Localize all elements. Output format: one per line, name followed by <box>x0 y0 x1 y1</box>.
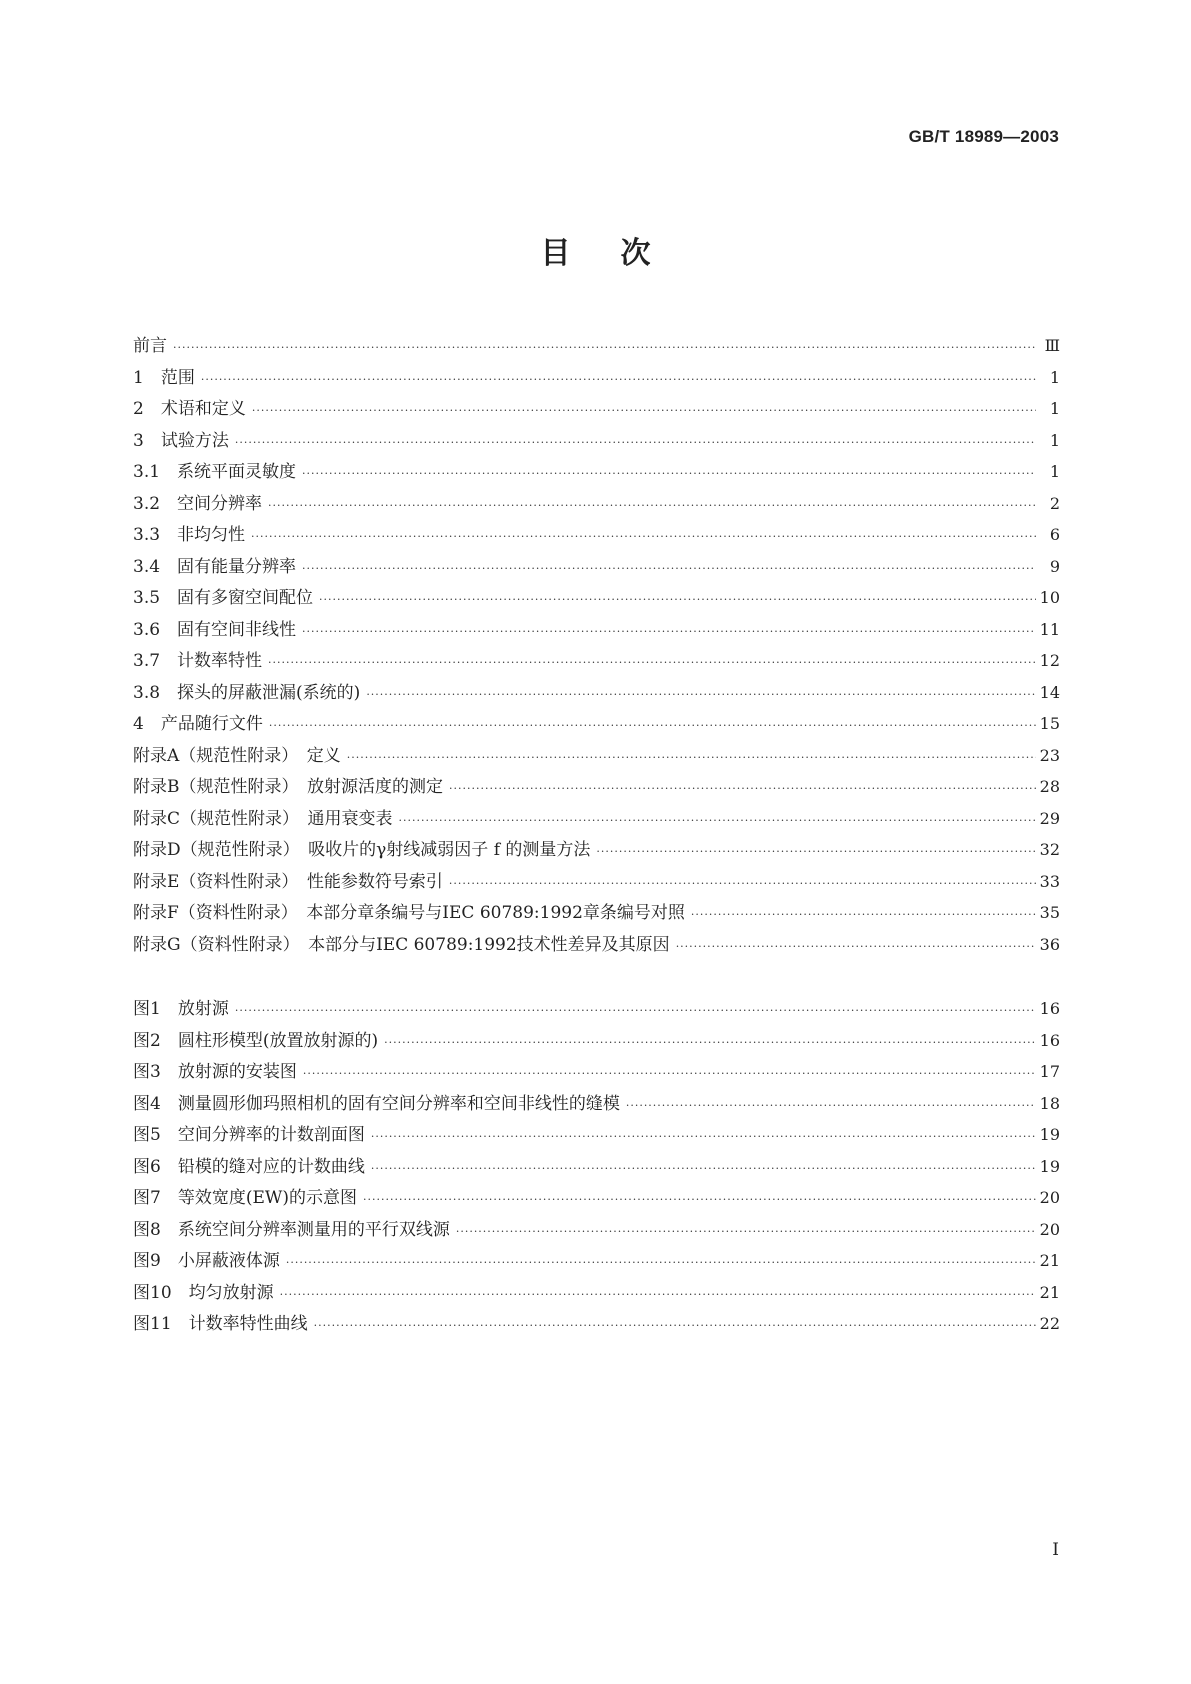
figure-entry[interactable] <box>133 1278 1060 1310</box>
toc-entry-page: 35 <box>1039 903 1060 922</box>
dot-leader <box>347 751 1036 764</box>
toc-entry[interactable] <box>133 741 1060 773</box>
figure-entry-label: 图8 系统空间分辨率测量用的平行双线源 <box>133 1219 450 1240</box>
figure-entry-label: 图6 铅模的缝对应的计数曲线 <box>133 1156 365 1177</box>
dot-leader <box>363 1193 1036 1206</box>
toc-entry-page: 14 <box>1039 682 1060 702</box>
dot-leader <box>303 1067 1036 1080</box>
toc-entry-label: 3.2 空间分辨率 <box>133 493 263 514</box>
toc-entry-label: 3.4 固有能量分辨率 <box>133 556 297 577</box>
list-of-figures <box>133 994 1060 1341</box>
dot-leader <box>286 1256 1036 1269</box>
toc-entry-label: 附录D（规范性附录） 吸收片的γ射线减弱因子 f 的测量方法 <box>133 840 591 860</box>
dot-leader <box>456 1225 1036 1238</box>
toc-entry-page: 1 <box>1049 430 1060 450</box>
figure-entry[interactable] <box>133 1026 1060 1058</box>
toc-entry[interactable] <box>133 520 1060 552</box>
toc-entry-page: 36 <box>1039 934 1060 954</box>
dot-leader <box>268 656 1036 669</box>
figure-entry-label: 图1 放射源 <box>133 999 229 1019</box>
toc-entry[interactable] <box>133 930 1060 962</box>
toc-entry-page: 29 <box>1039 808 1060 828</box>
figure-entry-page: 17 <box>1039 1062 1060 1081</box>
toc-entry-label: 3.8 探头的屏蔽泄漏(系统的) <box>133 682 361 703</box>
toc-entry[interactable] <box>133 646 1060 678</box>
figure-entry[interactable] <box>133 1152 1060 1184</box>
toc-entry-page: 11 <box>1039 619 1060 639</box>
toc-entry-page: 1 <box>1049 367 1060 387</box>
dot-leader <box>269 719 1036 732</box>
dot-leader <box>235 1004 1036 1017</box>
dot-leader <box>399 814 1036 827</box>
figure-entry[interactable] <box>133 1089 1060 1121</box>
dot-leader <box>252 404 1036 417</box>
toc-entry-label: 前言 <box>133 336 167 356</box>
dot-leader <box>319 593 1036 606</box>
figure-entry-page: 21 <box>1039 1251 1060 1270</box>
dot-leader <box>314 1319 1036 1332</box>
figure-entry-page: 16 <box>1039 1030 1060 1050</box>
toc-entry[interactable] <box>133 583 1060 615</box>
dot-leader <box>676 940 1036 953</box>
toc-entry-label: 2 术语和定义 <box>133 399 246 419</box>
figure-entry-page: 20 <box>1039 1188 1060 1207</box>
toc-entry[interactable] <box>133 457 1060 489</box>
toc-entry-page: 23 <box>1039 745 1060 765</box>
toc-entry-label: 3.1 系统平面灵敏度 <box>133 462 297 482</box>
toc-entry[interactable] <box>133 835 1060 867</box>
standard-code: GB/T 18989—2003 <box>908 127 1059 146</box>
toc-entry-label: 4 产品随行文件 <box>133 714 263 734</box>
dot-leader <box>201 373 1036 386</box>
dot-leader <box>596 845 1035 858</box>
toc-entry[interactable] <box>133 394 1060 426</box>
figure-entry-page: 16 <box>1039 999 1060 1018</box>
toc-entry[interactable] <box>133 804 1060 836</box>
toc-entry-label: 3.6 固有空间非线性 <box>133 619 297 640</box>
figure-entry-label: 图4 测量圆形伽玛照相机的固有空间分辨率和空间非线性的缝模 <box>133 1093 620 1114</box>
toc-entry-page: 9 <box>1049 556 1060 576</box>
toc-entry-page: 10 <box>1039 588 1060 607</box>
dot-leader <box>371 1162 1036 1175</box>
toc-entry[interactable] <box>133 331 1060 363</box>
figure-entry[interactable] <box>133 1183 1060 1215</box>
toc-entry-page: 6 <box>1049 525 1060 544</box>
figure-entry-label: 图2 圆柱形模型(放置放射源的) <box>133 1030 379 1051</box>
toc-entry[interactable] <box>133 772 1060 804</box>
page-title: 目次 <box>540 236 701 271</box>
figure-entry-label: 图10 均匀放射源 <box>133 1282 274 1303</box>
toc-entry-page: 2 <box>1049 493 1060 513</box>
toc-entry[interactable] <box>133 898 1060 930</box>
toc-entry[interactable] <box>133 678 1060 710</box>
dot-leader <box>235 436 1036 449</box>
toc-entry-label: 3.7 计数率特性 <box>133 651 263 671</box>
figure-entry-label: 图5 空间分辨率的计数剖面图 <box>133 1125 365 1145</box>
figure-entry-page: 20 <box>1039 1219 1060 1239</box>
dot-leader <box>691 908 1036 921</box>
toc-entry-page: Ⅲ <box>1044 336 1060 355</box>
dot-leader <box>251 530 1036 543</box>
dot-leader <box>302 467 1036 480</box>
dot-leader <box>449 877 1036 890</box>
figure-entry-label: 图3 放射源的安装图 <box>133 1062 297 1082</box>
toc-entry-page: 28 <box>1039 777 1060 796</box>
toc-entry-label: 附录F（资料性附录） 本部分章条编号与IEC 60789:1992章条编号对照 <box>133 903 685 923</box>
figure-entry[interactable] <box>133 1309 1060 1341</box>
dot-leader <box>449 782 1036 795</box>
toc-entry-page: 12 <box>1039 651 1060 670</box>
figure-entry[interactable] <box>133 1120 1060 1152</box>
figure-entry-page: 18 <box>1039 1093 1060 1113</box>
toc-entry[interactable] <box>133 615 1060 647</box>
figure-entry[interactable] <box>133 1057 1060 1089</box>
toc-entry-page: 1 <box>1049 399 1060 418</box>
toc-entry[interactable] <box>133 363 1060 395</box>
figure-entry[interactable] <box>133 1246 1060 1278</box>
dot-leader <box>366 688 1035 701</box>
toc-entry-label: 附录C（规范性附录） 通用衰变表 <box>133 808 393 829</box>
toc-entry[interactable] <box>133 552 1060 584</box>
toc-entry-page: 15 <box>1039 714 1060 733</box>
toc-entry-label: 附录E（资料性附录） 性能参数符号索引 <box>133 871 443 892</box>
figure-entry[interactable] <box>133 994 1060 1026</box>
dot-leader <box>173 341 1036 354</box>
toc-entry-label: 3 试验方法 <box>133 430 229 451</box>
toc-entry-label: 附录A（规范性附录） 定义 <box>133 745 341 766</box>
dot-leader <box>280 1288 1036 1301</box>
toc-entry-label: 3.5 固有多窗空间配位 <box>133 588 314 608</box>
figure-entry-label: 图11 计数率特性曲线 <box>133 1314 308 1334</box>
figure-entry[interactable] <box>133 1215 1060 1247</box>
footer-page-number: I <box>1052 1540 1059 1560</box>
toc-entry-label: 附录B（规范性附录） 放射源活度的测定 <box>133 777 443 797</box>
toc-entry-page: 32 <box>1039 840 1060 859</box>
toc-entry-label: 1 范围 <box>133 367 195 388</box>
figure-entry-label: 图9 小屏蔽液体源 <box>133 1251 280 1271</box>
dot-leader <box>268 499 1036 512</box>
dot-leader <box>384 1036 1036 1049</box>
figure-entry-label: 图7 等效宽度(EW)的示意图 <box>133 1188 357 1208</box>
toc-entry-page: 1 <box>1049 462 1060 481</box>
dot-leader <box>302 625 1036 638</box>
toc-entry-label: 附录G（资料性附录） 本部分与IEC 60789:1992技术性差异及其原因 <box>133 934 670 955</box>
toc-entry-label: 3.3 非均匀性 <box>133 525 246 545</box>
figure-entry-page: 22 <box>1039 1314 1060 1333</box>
figure-entry-page: 19 <box>1039 1125 1060 1144</box>
toc-entry[interactable] <box>133 426 1060 458</box>
table-of-contents <box>133 331 1060 961</box>
toc-entry[interactable] <box>133 489 1060 521</box>
figure-entry-page: 21 <box>1039 1282 1060 1302</box>
toc-entry[interactable] <box>133 709 1060 741</box>
dot-leader <box>302 562 1036 575</box>
dot-leader <box>371 1130 1036 1143</box>
figure-entry-page: 19 <box>1039 1156 1060 1176</box>
toc-entry[interactable] <box>133 867 1060 899</box>
toc-entry-page: 33 <box>1039 871 1060 891</box>
dot-leader <box>626 1099 1036 1112</box>
